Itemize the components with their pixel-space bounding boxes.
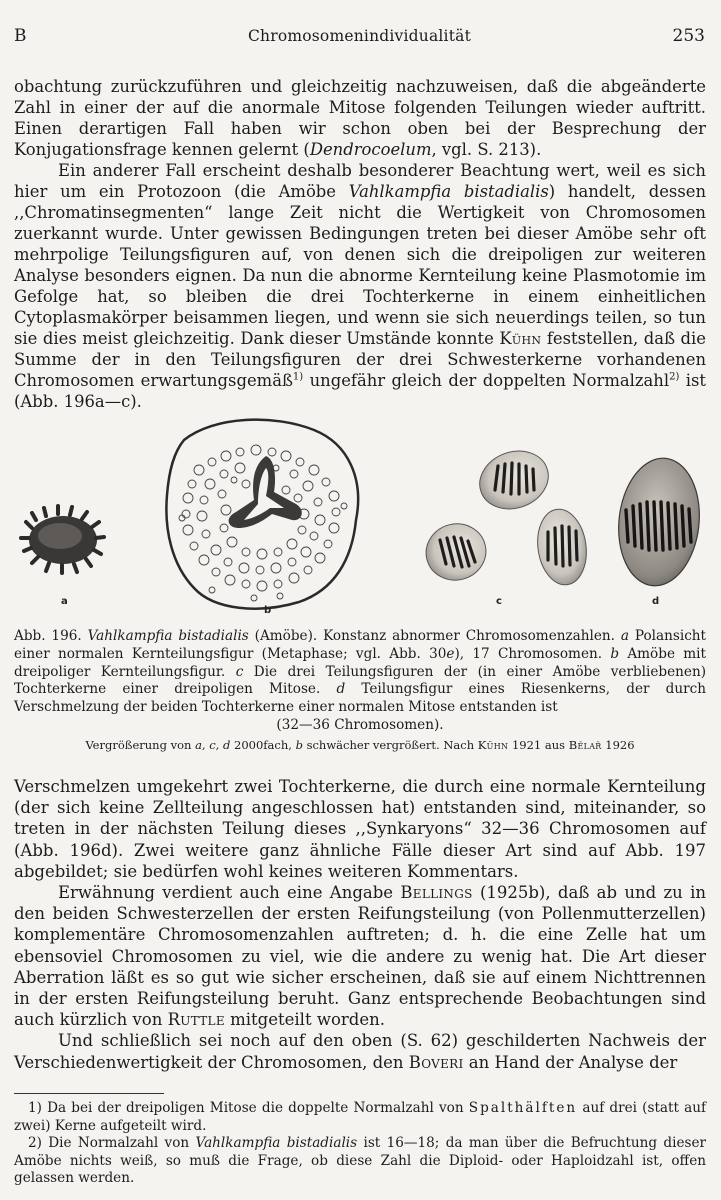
panel-key: c: [235, 663, 244, 680]
footnote-1: [14, 1100, 706, 1135]
text-run: a, c, d: [195, 737, 231, 752]
taxon-name: Vahlkampfia bistadialis: [348, 182, 549, 201]
text-run: feststellen, daß die Summe der in den Teilungsfiguren der drei Schwesterkerne vorhandenen Chromosomen erwartungsgemäß: [14, 329, 706, 390]
figure-label-b: b: [264, 605, 272, 615]
running-title: Chromosomenindividualität: [247, 27, 472, 45]
figure-b-amoeba: [166, 420, 358, 609]
text-run: ), 17 Chromosomen.: [454, 645, 603, 662]
text-run: Vergrößerung von: [85, 737, 196, 752]
author-name: Bellings: [400, 883, 473, 903]
text-run: Die drei Teilungsfiguren der (in einer Amöbe verbliebenen) Tochterkerne einer dreipoligen Mitose.: [14, 663, 707, 698]
taxon-name: Vahlkampfia bistadialis: [195, 1135, 358, 1152]
figure-illustration: [14, 410, 706, 615]
paragraph-5: [14, 1030, 706, 1072]
figure-a-metaphase: [21, 506, 104, 573]
page-number: 253: [672, 26, 705, 46]
text-run: ) handelt, dessen ,,Chromatinsegmenten“ lange Zeit nicht die Wertigkeit von Chromosomen zuerkannt wurde. Unter gewissen Bedingungen treten bei dieser Amöbe sehr oft mehrpolige Teilungsfiguren auf, von denen sich die dreipoligen zur weiteren Analyse besonders eignen. Da nun die abnorme Kernteilung keine Plasmotomie im Gefolge hat, so bleiben die drei Tochterkerne in einem einheitlichen Cytoplasmakörper beisammen liegen, und wenn sie sich neuerdings teilen, so tun sie dies meist gleichzeitig. Dank dieser Umstände konnte: [14, 182, 707, 348]
paragraph-4: [14, 882, 706, 1030]
taxon-name: Vahlkampfia bistadialis: [87, 628, 249, 644]
text-run: Polansicht einer normalen Kernteilungsfigur (Metaphase; vgl. Abb. 30: [14, 628, 707, 662]
figure-label-d: d: [652, 596, 660, 607]
signature-mark: B: [14, 26, 27, 46]
running-header: [14, 26, 705, 50]
text-run: obachtung zurückzuführen und gleichzeitig nachzuweisen, daß die abgeänderte Zahl in einer der auf die anormale Mitose folgenden Teilungen wieder auftritt. Einen derartigen Fall haben wir schon oben bei der Besprechung der Konjugationsfrage kennen gelernt (: [14, 77, 706, 159]
paragraph-1: [14, 76, 706, 160]
caption-text: [14, 628, 706, 717]
taxon-name: Dendrocoelum: [309, 140, 432, 159]
text-run: 1926: [601, 737, 635, 752]
text-run: Amöbe mit dreipoliger Kernteilungsfigur.: [14, 645, 706, 680]
text-run: Ein anderer Fall erscheint deshalb besonderer Beachtung wert, weil es sich hier um ein Protozoon (die Amöbe: [14, 161, 706, 201]
text-run: Erwähnung verdient auch eine Angabe: [58, 883, 401, 903]
panel-key: d: [336, 681, 346, 698]
text-run: b: [295, 737, 303, 752]
text-run: 2000fach,: [230, 737, 296, 752]
text-run: (Amöbe). Konstanz abnormer Chromosomenzahlen.: [248, 628, 615, 644]
footnote-divider: [14, 1093, 164, 1094]
text-run: ungefähr gleich der doppelten Normalzahl: [303, 371, 670, 390]
text-run: schwächer vergrößert. Nach: [302, 737, 478, 752]
figure-196: [14, 410, 706, 615]
text-run: Spalthälften: [468, 1100, 578, 1116]
text-run: an Hand der Analyse der: [463, 1052, 678, 1072]
footnote-2: [14, 1135, 706, 1188]
figure-d-giant-nucleus: [613, 454, 706, 590]
caption-credit: [14, 737, 706, 755]
author-name: Ruttle: [167, 1010, 225, 1030]
figure-caption: [14, 628, 706, 755]
paragraph-2: [14, 160, 706, 412]
text-run: ist (Abb. 196a—c).: [14, 371, 706, 411]
text-run: Teilungsfigur eines Riesenkerns, der durch Verschmelzung der beiden Tochterkerne einer normalen Mitose entstanden ist: [14, 681, 706, 716]
figure-label-c: c: [496, 596, 502, 607]
author-name: Bělař: [568, 737, 602, 752]
text-run: 1) Da bei der dreipoligen Mitose die doppelte Normalzahl von: [28, 1100, 469, 1116]
figure-c-daughter-figures: [420, 442, 591, 588]
author-name: Kühn: [477, 737, 509, 752]
paragraph-3: Verschmelzen umgekehrt zwei Tochterkerne, die durch eine normale Kernteilung (der sich keine Zellteilung angeschlossen hat) entstanden sind, miteinander, so treten in der nächsten Teilung dieses ,,Synkaryons“ 32—36 Chromosomen auf (Abb. 196d). Zwei weitere ganz ähnliche Fälle dieser Art sind auf Abb. 197 abgebildet; sie bedürfen wohl keines weiteren Kommentars.: [14, 777, 706, 881]
text-run: Und schließlich sei noch auf den oben (S. 62) geschilderten Nachweis der Verschiedenwertigkeit der Chromosomen, den: [14, 1031, 706, 1072]
footnote-ref-2[interactable]: 2): [669, 371, 680, 383]
text-run: auf drei (statt auf zwei) Kerne aufgeteilt wird.: [14, 1100, 706, 1134]
panel-key: a: [620, 628, 629, 644]
footnote-ref-1[interactable]: 1): [292, 371, 304, 383]
text-run: (1925b), daß ab und zu in den beiden Schwesterzellen der ersten Reifungsteilung (von Pollenmutterzellen) komplementäre Chromosomenzahlen auftreten; d. h. die eine Zelle hat um ebensoviel Chromosomen zu viel, wie die andere zu wenig hat. Die Art dieser Aberration läßt es so gut wie sicher erscheinen, daß sie auf einem Nichttrennen in der ersten Reifungsteilung beruht. Ganz entsprechende Beobachtungen sind auch kürzlich von: [14, 883, 706, 1030]
text-run: 1921 aus: [508, 737, 569, 752]
footnotes: [14, 1100, 706, 1188]
figure-number: Abb. 196.: [14, 628, 82, 644]
panel-key: b: [610, 645, 620, 662]
text-run: 2) Die Normalzahl von: [28, 1135, 196, 1152]
text-run: ist 16—18; da man über die Befruchtung dieser Amöbe nichts weiß, so muß die Frage, ob diese Zahl die Diploid- oder Haploidzahl ist, offen gelassen werden.: [14, 1135, 707, 1187]
author-name: Boveri: [408, 1052, 464, 1072]
body-text-upper: [14, 76, 706, 412]
body-text-lower: [14, 776, 706, 1073]
text-run: e: [446, 645, 455, 662]
text-run: , vgl. S. 213).: [431, 140, 542, 159]
author-name: Kühn: [499, 329, 542, 348]
figure-label-a: a: [61, 596, 68, 607]
caption-count: (32—36 Chromosomen).: [276, 716, 444, 733]
text-run: mitgeteilt worden.: [224, 1010, 385, 1030]
